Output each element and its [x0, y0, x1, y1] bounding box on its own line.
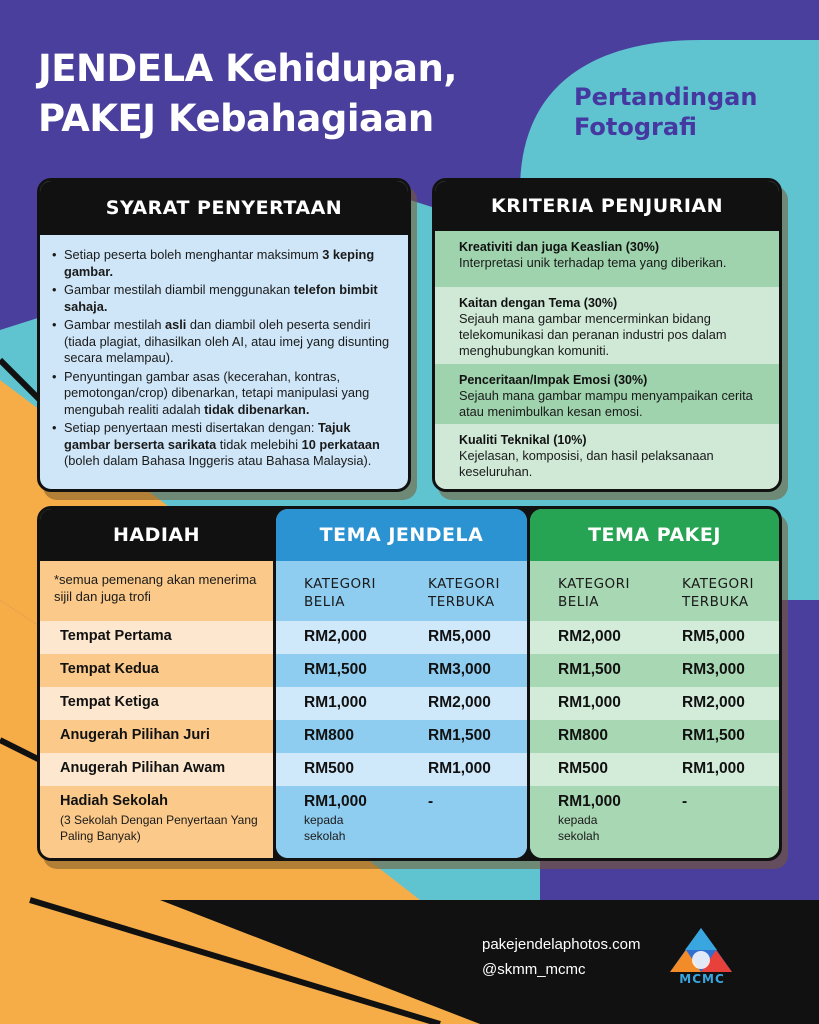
- syarat-heading: SYARAT PENYERTAAN: [40, 181, 408, 235]
- list-item: • Setiap peserta boleh menghantar maksimum 3 keping gambar.: [64, 247, 396, 280]
- hadiah-column: [40, 509, 273, 858]
- page-subtitle: [574, 82, 784, 142]
- list-item: • Gambar mestilah asli dan diambil oleh peserta sendiri (tiada plagiat, dihasilkan oleh AI, atau imej yang disunting secara melampau).: [64, 317, 396, 367]
- title-line-1: JENDELA Kehidupan,: [38, 47, 457, 90]
- pakej-column: [530, 509, 779, 858]
- prize-note: *semua pemenang akan menerima sijil dan juga trofi: [40, 561, 273, 621]
- hadiah-heading: HADIAH: [40, 509, 273, 561]
- prize-table: [37, 506, 782, 861]
- category-belia: KATEGORI BELIA: [304, 576, 377, 610]
- category-terbuka: KATEGORI TERBUKA: [682, 576, 755, 610]
- table-row: Anugerah Pilihan Juri: [40, 720, 273, 753]
- table-row: Hadiah Sekolah (3 Sekolah Dengan Penyertaan Yang Paling Banyak): [40, 786, 273, 861]
- category-terbuka: KATEGORI TERBUKA: [428, 576, 501, 610]
- table-row: Tempat Kedua: [40, 654, 273, 687]
- table-row: RM1,000 RM2,000: [530, 687, 779, 720]
- footer-links: [482, 932, 640, 982]
- kriteria-heading: KRITERIA PENJURIAN: [435, 181, 779, 231]
- table-row: RM2,000 RM5,000: [276, 621, 527, 654]
- pakej-heading: TEMA PAKEJ: [530, 509, 779, 561]
- list-item: • Setiap penyertaan mesti disertakan dengan: Tajuk gambar berserta sarikata tidak melebihi 10 perkataan (boleh dalam Bahasa Inggeris atau Bahasa Malaysia).: [64, 420, 396, 470]
- website-link[interactable]: pakejendelaphotos.com: [482, 936, 641, 953]
- table-row: RM800 RM1,500: [530, 720, 779, 753]
- table-row: RM1,000 kepada sekolah -: [276, 786, 527, 858]
- table-row: RM800 RM1,500: [276, 720, 527, 753]
- subtitle-line-2: Fotografi: [574, 113, 697, 141]
- table-row: RM1,500 RM3,000: [276, 654, 527, 687]
- kriteria-panel: [432, 178, 782, 492]
- category-belia: KATEGORI BELIA: [558, 576, 631, 610]
- category-header-row: [276, 561, 527, 621]
- table-row: RM1,000 kepada sekolah -: [530, 786, 779, 858]
- table-row: Anugerah Pilihan Awam: [40, 753, 273, 786]
- jendela-heading: TEMA JENDELA: [276, 509, 527, 561]
- subtitle-line-1: Pertandingan: [574, 83, 758, 111]
- list-item: • Gambar mestilah diambil menggunakan telefon bimbit sahaja.: [64, 282, 396, 315]
- kriteria-item: Penceritaan/Impak Emosi (30%) Sejauh mana gambar mampu menyampaikan cerita atau menimbulkan kesan emosi.: [435, 364, 779, 424]
- social-handle[interactable]: @skmm_mcmc: [482, 961, 586, 978]
- page-title: [38, 44, 518, 144]
- syarat-panel: [37, 178, 411, 492]
- table-row: RM500 RM1,000: [276, 753, 527, 786]
- table-row: Tempat Pertama: [40, 621, 273, 654]
- title-line-2: PAKEJ Kebahagiaan: [38, 97, 434, 140]
- table-row: RM2,000 RM5,000: [530, 621, 779, 654]
- category-header-row: [530, 561, 779, 621]
- kriteria-item: Kaitan dengan Tema (30%) Sejauh mana gambar mencerminkan bidang telekomunikasi dan peranan industri pos dalam menghubungkan komuniti.: [435, 287, 779, 364]
- list-item: • Penyuntingan gambar asas (kecerahan, kontras, pemotongan/crop) dibenarkan, tetapi manipulasi yang mengubah realiti adalah tidak dibenarkan.: [64, 369, 396, 419]
- syarat-list: [40, 235, 408, 470]
- kriteria-item: Kreativiti dan juga Keaslian (30%) Interpretasi unik terhadap tema yang diberikan.: [435, 231, 779, 287]
- kriteria-item: Kualiti Teknikal (10%) Kejelasan, komposisi, dan hasil pelaksanaan keseluruhan.: [435, 424, 779, 492]
- table-row: RM1,500 RM3,000: [530, 654, 779, 687]
- table-row: RM500 RM1,000: [530, 753, 779, 786]
- jendela-column: [276, 509, 527, 858]
- table-row: Tempat Ketiga: [40, 687, 273, 720]
- table-row: RM1,000 RM2,000: [276, 687, 527, 720]
- mcmc-logo-text: MCMC: [679, 972, 725, 986]
